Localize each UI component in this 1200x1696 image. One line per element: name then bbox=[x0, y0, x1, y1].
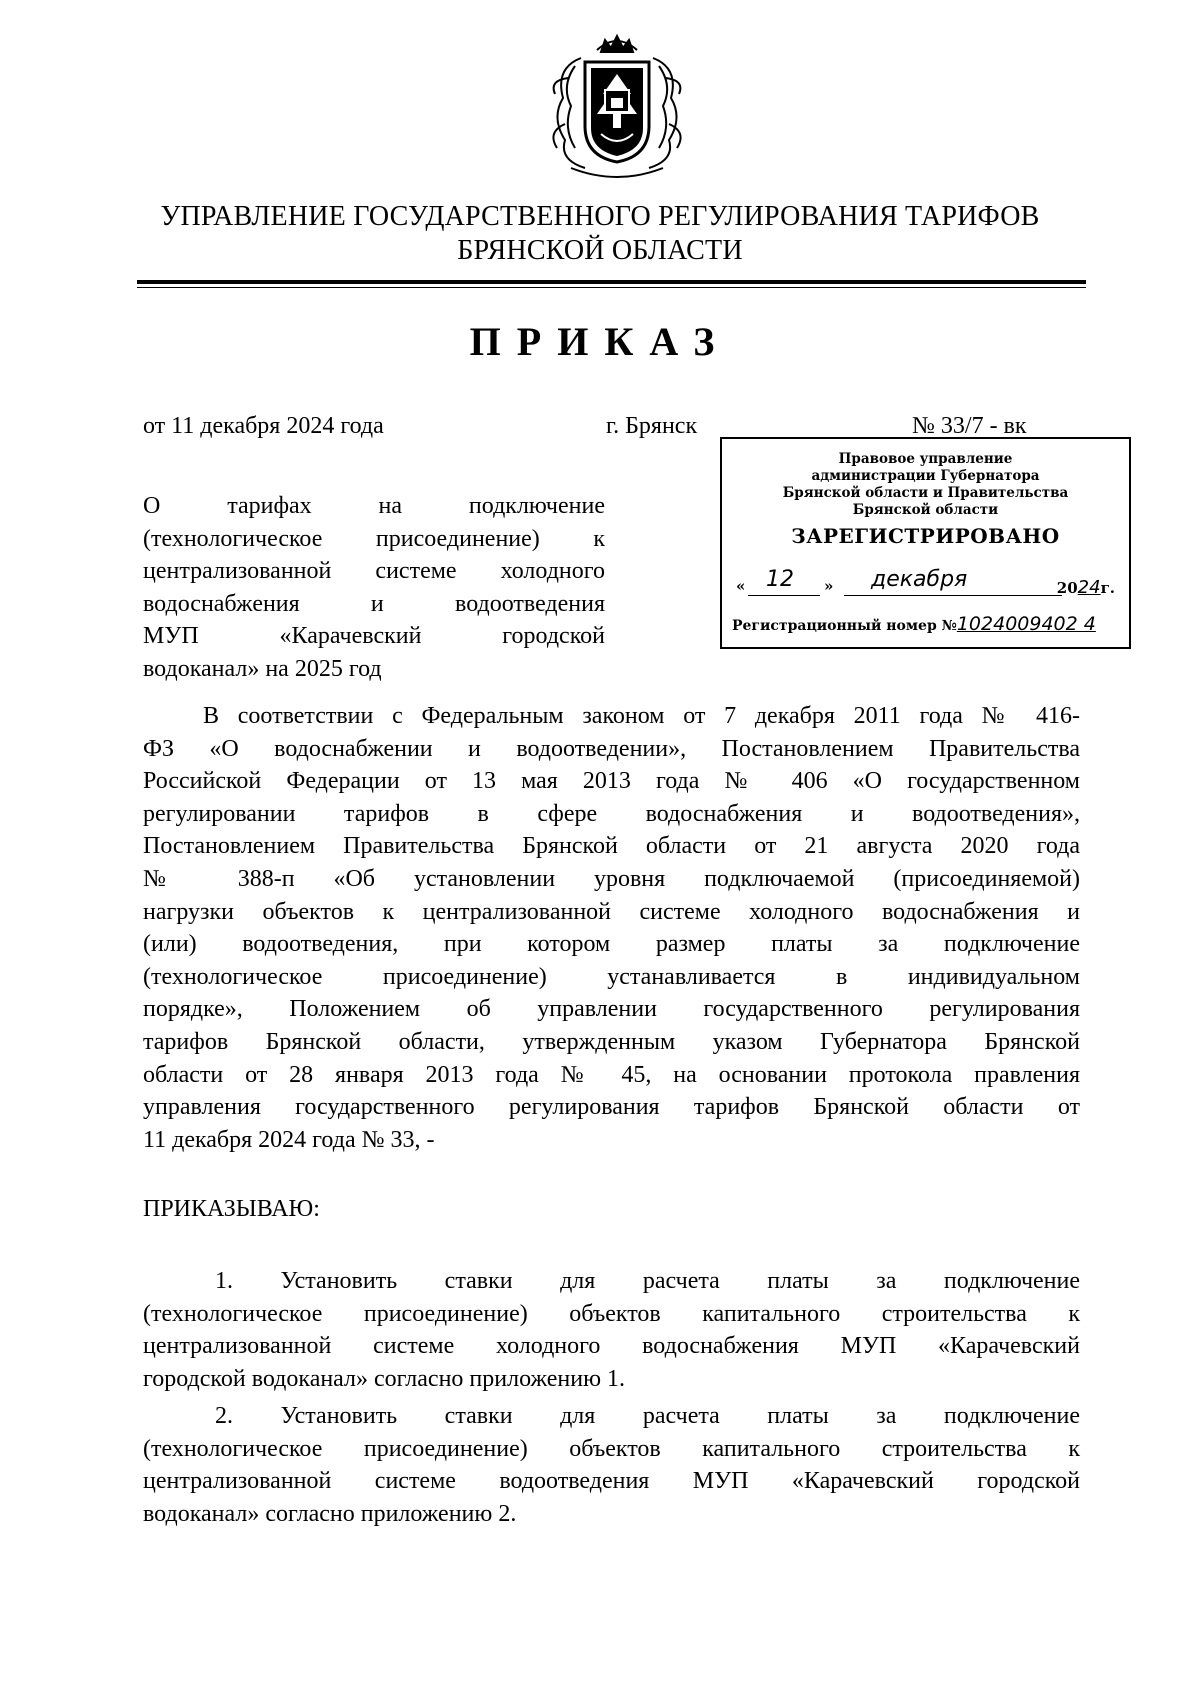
subject-line: О тарифах на подключение bbox=[143, 493, 605, 519]
stamp-month-underline bbox=[844, 595, 1062, 596]
stamp-year-handwritten: 24 bbox=[1077, 577, 1101, 598]
paragraph-line: области от 28 января 2013 года № 45, на основании протокола правления bbox=[143, 1061, 1080, 1088]
coat-of-arms-emblem bbox=[541, 28, 693, 183]
stamp-quote-close: » bbox=[824, 577, 834, 595]
stamp-authority-line: Правовое управление bbox=[838, 451, 1013, 467]
paragraph-line: 2. Установить ставки для расчета платы за подключение bbox=[215, 1403, 1080, 1429]
paragraph-line: (технологическое присоединение) объектов капитального строительства к bbox=[143, 1300, 1080, 1327]
stamp-year bbox=[1057, 577, 1115, 598]
paragraph-line: (технологическое присоединение) объектов капитального строительства к bbox=[143, 1435, 1080, 1462]
header-divider-thick bbox=[137, 280, 1086, 284]
subject-line: МУП «Карачевский городской bbox=[143, 623, 605, 649]
paragraph-line: № 388-п «Об установлении уровня подключаемой (присоединяемой) bbox=[143, 865, 1080, 892]
stamp-day-handwritten: 12 bbox=[766, 567, 794, 592]
stamp-regnum-label: Регистрационный номер № bbox=[732, 618, 957, 634]
stamp-year-prefix: 20 bbox=[1056, 579, 1078, 597]
paragraph-line: ФЗ «О водоснабжении и водоотведении», Постановлением Правительства bbox=[143, 735, 1080, 762]
paragraph-line: городской водоканал» согласно приложению 1. bbox=[143, 1365, 626, 1392]
stamp-month-handwritten: декабря bbox=[871, 567, 968, 592]
order-item-2 bbox=[143, 1400, 1080, 1530]
paragraph-line: управления государственного регулирования тарифов Брянской области от bbox=[143, 1094, 1080, 1121]
stamp-regnum-handwritten: 1024009402 4 bbox=[956, 613, 1096, 635]
preamble-paragraph bbox=[143, 700, 1080, 1156]
stamp-day-underline bbox=[748, 595, 820, 596]
stamp-registration-number bbox=[732, 613, 1123, 635]
stamp-authority-line: Брянской области и Правительства bbox=[782, 485, 1069, 501]
stamp-registered-label: ЗАРЕГИСТРИРОВАНО bbox=[791, 524, 1060, 548]
paragraph-line: тарифов Брянской области, утвержденным указом Губернатора Брянской bbox=[143, 1028, 1080, 1055]
stamp-year-unit: г. bbox=[1100, 579, 1115, 597]
order-directive: ПРИКАЗЫВАЮ: bbox=[143, 1196, 320, 1222]
paragraph-line: нагрузки объектов к централизованной системе холодного водоснабжения и bbox=[143, 898, 1080, 925]
subject-line: централизованной системе холодного bbox=[143, 558, 605, 584]
paragraph-line: (технологическое присоединение) устанавливается в индивидуальном bbox=[143, 963, 1080, 990]
paragraph-line: Российской Федерации от 13 мая 2013 года № 406 «О государственном bbox=[143, 768, 1080, 795]
subject-line: (технологическое присоединение) к bbox=[143, 525, 605, 552]
document-title: ПРИКАЗ bbox=[469, 319, 731, 364]
paragraph-line: водоканал» согласно приложению 2. bbox=[143, 1500, 517, 1527]
paragraph-line: централизованной системе холодного водоснабжения МУП «Карачевский bbox=[143, 1333, 1080, 1360]
organization-name-line1: УПРАВЛЕНИЕ ГОСУДАРСТВЕННОГО РЕГУЛИРОВАНИЯ ТАРИФОВ bbox=[160, 201, 1040, 232]
stamp-quote-open: « bbox=[736, 577, 746, 595]
organization-name bbox=[120, 200, 1080, 268]
organization-name-line2: БРЯНСКОЙ ОБЛАСТИ bbox=[457, 235, 743, 266]
order-city: г. Брянск bbox=[606, 413, 698, 439]
registration-stamp bbox=[720, 437, 1131, 649]
subject-line: водоканал» на 2025 год bbox=[143, 655, 382, 682]
stamp-date bbox=[736, 567, 1115, 599]
order-subject bbox=[143, 490, 605, 685]
paragraph-line: 1. Установить ставки для расчета платы за подключение bbox=[215, 1268, 1080, 1294]
paragraph-line: регулировании тарифов в сфере водоснабжения и водоотведения», bbox=[143, 800, 1080, 827]
paragraph-line: 11 декабря 2024 года № 33, - bbox=[143, 1126, 435, 1153]
paragraph-line: Постановлением Правительства Брянской области от 21 августа 2020 года bbox=[143, 833, 1080, 860]
paragraph-line: порядке», Положением об управлении государственного регулирования bbox=[143, 996, 1080, 1023]
paragraph-line: централизованной системе водоотведения МУП «Карачевский городской bbox=[143, 1468, 1080, 1495]
stamp-authority-line: Брянской области bbox=[852, 502, 999, 518]
subject-line: водоснабжения и водоотведения bbox=[143, 590, 605, 617]
paragraph-line: В соответствии с Федеральным законом от 7 декабря 2011 года № 416- bbox=[203, 703, 1080, 729]
paragraph-line: (или) водоотведения, при котором размер платы за подключение bbox=[143, 931, 1080, 958]
order-date: от 11 декабря 2024 года bbox=[143, 413, 384, 439]
order-item-1 bbox=[143, 1265, 1080, 1395]
header-divider-thin bbox=[137, 287, 1086, 288]
order-number: № 33/7 - вк bbox=[912, 413, 1027, 439]
stamp-authority-line: администрации Губернатора bbox=[811, 468, 1040, 484]
